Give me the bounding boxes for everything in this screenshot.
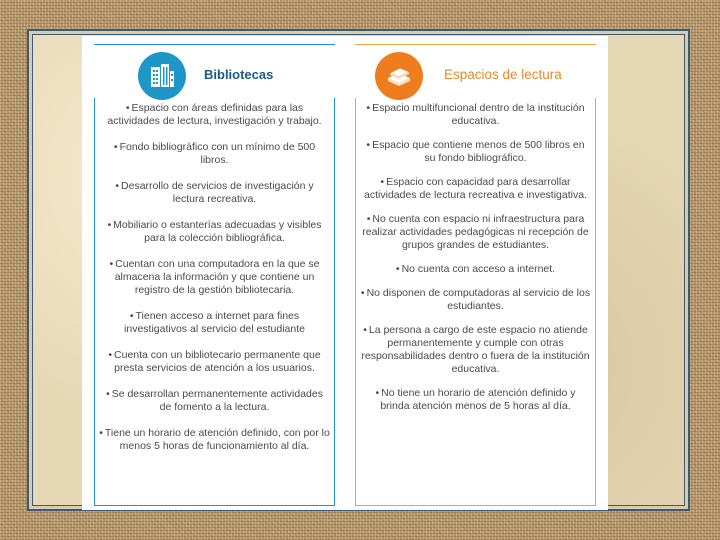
espacios-top-rule <box>355 44 596 45</box>
list-item: • La persona a cargo de este espacio no atiende permanentemente y cumple con otras responsabilidades dentro o fuera de la institución educativa. <box>361 324 590 375</box>
list-item: • Espacio multifuncional dentro de la institución educativa. <box>366 102 585 127</box>
list-item: • Se desarrollan permanentemente actividades de fomento a la lectura. <box>106 388 323 413</box>
list-item: • Espacio con áreas definidas para las actividades de lectura, investigación y trabajo. <box>107 102 322 127</box>
list-item: • No cuenta con espacio ni infraestructura para realizar actividades pedagógicas ni recepción de grupos grandes de estudiantes. <box>362 213 589 251</box>
bibliotecas-top-rule <box>94 44 335 45</box>
list-item: • Tiene un horario de atención definido, con por lo menos 5 horas de funcionamiento al día. <box>99 427 330 452</box>
espacios-list <box>355 98 596 506</box>
list-item: • Cuentan con una computadora en la que se almacena la información y que contiene un registro de la gestión bibliotecaria. <box>109 258 320 296</box>
espacios-title: Espacios de lectura <box>444 67 562 82</box>
list-item: • Desarrollo de servicios de investigación y lectura recreativa. <box>115 180 314 205</box>
espacios-header <box>343 52 608 102</box>
list-item: • No tiene un horario de atención definido y brinda atención menos de 5 horas al día. <box>375 387 576 412</box>
bibliotecas-header <box>82 52 347 102</box>
espacios-panel <box>343 36 608 510</box>
list-item: • Fondo bibliográfico con un mínimo de 500 libros. <box>113 141 316 166</box>
list-item: • Cuenta con un bibliotecario permanente que presta servicios de atención a los usuarios. <box>108 349 321 374</box>
bibliotecas-list <box>94 98 335 506</box>
library-building-icon <box>138 52 186 100</box>
books-stack-icon <box>375 52 423 100</box>
list-item: • No disponen de computadoras al servicio de los estudiantes. <box>360 287 591 312</box>
list-item: • No cuenta con acceso a internet. <box>395 263 556 275</box>
bibliotecas-title: Bibliotecas <box>204 67 274 82</box>
list-item: • Mobiliario o estanterías adecuadas y visibles para la colección bibliográfica. <box>107 219 322 244</box>
list-item: • Espacio con capacidad para desarrollar actividades de lectura recreativa e investigativa. <box>364 176 587 201</box>
list-item: • Espacio que contiene menos de 500 libros en su fondo bibliográfico. <box>366 139 585 164</box>
list-item: • Tienen acceso a internet para fines investigativos al servicio del estudiante <box>124 310 305 335</box>
bibliotecas-panel <box>82 36 347 510</box>
